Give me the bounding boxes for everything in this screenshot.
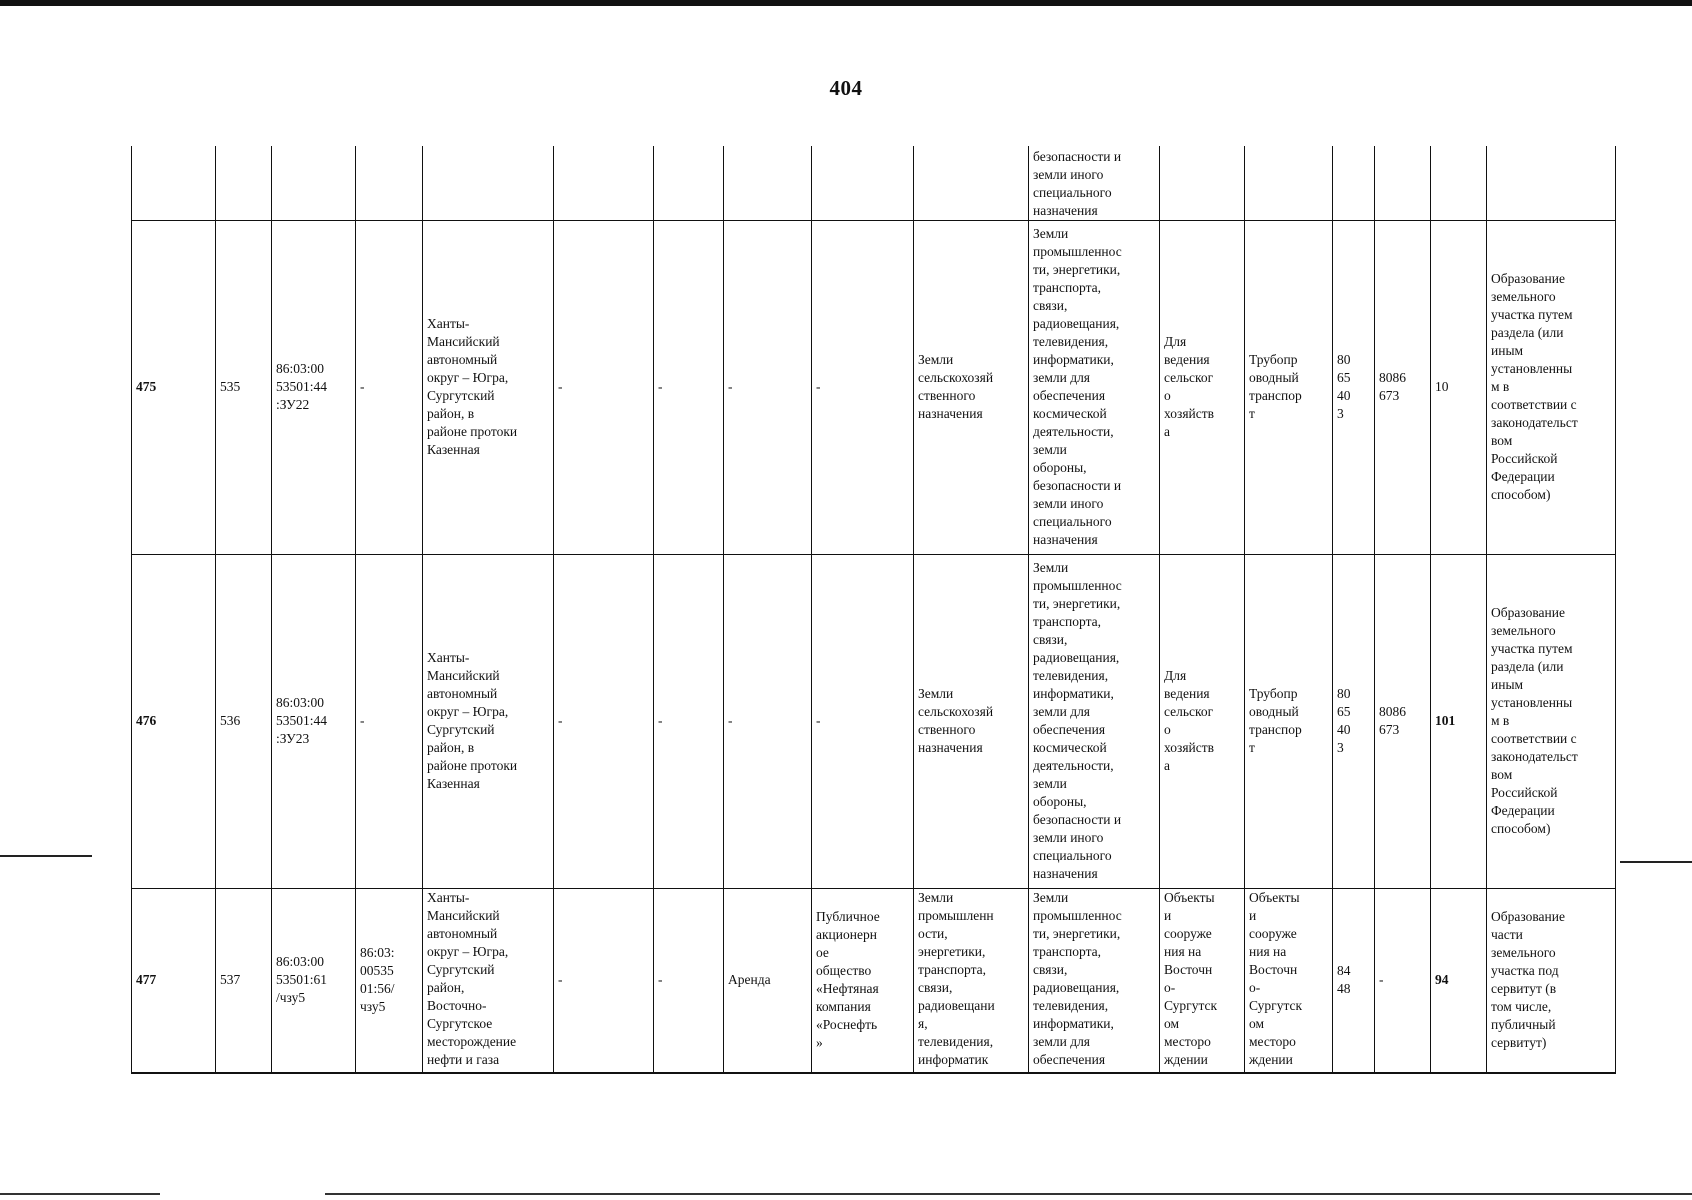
- cell-col6: [554, 146, 654, 220]
- cell-use-before: Для ведения сельског о хозяйств а: [1160, 220, 1245, 554]
- cell-category-before: Земли сельскохозяй ственного назначения: [914, 220, 1029, 554]
- cell-right-type: -: [724, 554, 812, 888]
- cell-method: Образование земельного участка путем раздела (или иным установленны м в соответствии с законодательст вом Российской Федерации способом): [1487, 220, 1616, 554]
- cell-area2: 8086 673: [1375, 554, 1431, 888]
- cell-method: [1487, 146, 1616, 220]
- cell-category-after: Земли промышленнос ти, энергетики, транспорта, связи, радиовещания, телевидения, информатики, земли для обеспечения космической деятельности, земли обороны, безопасности и земли иного специального назначения: [1029, 554, 1160, 888]
- bottom-rule: [325, 1193, 1692, 1195]
- cell-holder: -: [812, 554, 914, 888]
- cell-category-before: [914, 146, 1029, 220]
- cell-location: Ханты- Мансийский автономный округ – Югра, Сургутский район, в районе протоки Казенная: [423, 220, 554, 554]
- cell-col6: -: [554, 220, 654, 554]
- cell-col6: -: [554, 888, 654, 1073]
- cell-use-after: [1245, 146, 1333, 220]
- top-border-rule: [0, 0, 1692, 6]
- cell-category-before: Земли сельскохозяй ственного назначения: [914, 554, 1029, 888]
- cell-area2: -: [1375, 888, 1431, 1073]
- table-row: [132, 554, 1616, 888]
- cell-method: Образование части земельного участка под сервитут (в том числе, публичный сервитут): [1487, 888, 1616, 1073]
- bottom-left-rule: [0, 1193, 160, 1195]
- cell-area2: [1375, 146, 1431, 220]
- cell-location: Ханты- Мансийский автономный округ – Югра, Сургутский район, в районе протоки Казенная: [423, 554, 554, 888]
- cell-source-parcel: -: [356, 554, 423, 888]
- table-row: [132, 220, 1616, 554]
- cell-num: 476: [132, 554, 216, 888]
- cell-code: 10: [1431, 220, 1487, 554]
- cell-category-before: Земли промышленн ости, энергетики, транспорта, связи, радиовещани я, телевидения, информатик: [914, 888, 1029, 1073]
- cell-category-after: безопасности и земли иного специального назначения: [1029, 146, 1160, 220]
- cell-source-parcel: -: [356, 220, 423, 554]
- cell-right-type: Аренда: [724, 888, 812, 1073]
- cell-source-parcel: 86:03: 00535 01:56/ чзу5: [356, 888, 423, 1073]
- cell-col7: -: [654, 888, 724, 1073]
- land-registry-table: [131, 146, 1616, 1074]
- cell-use-before: Объекты и сооруже ния на Восточн о- Сургутск ом месторо ждении: [1160, 888, 1245, 1073]
- cell-num: 477: [132, 888, 216, 1073]
- cell-area: 80 65 40 3: [1333, 554, 1375, 888]
- cell-use-before: Для ведения сельског о хозяйств а: [1160, 554, 1245, 888]
- cell-area: 84 48: [1333, 888, 1375, 1073]
- right-margin-mark: [1620, 861, 1692, 863]
- cell-area: 80 65 40 3: [1333, 220, 1375, 554]
- cell-id: 537: [216, 888, 272, 1073]
- cell-area2: 8086 673: [1375, 220, 1431, 554]
- cell-right-type: [724, 146, 812, 220]
- cell-category-after: Земли промышленнос ти, энергетики, транспорта, связи, радиовещания, телевидения, информатики, земли для обеспечения: [1029, 888, 1160, 1073]
- cell-holder: [812, 146, 914, 220]
- cell-id: [216, 146, 272, 220]
- cell-area: [1333, 146, 1375, 220]
- cell-code: [1431, 146, 1487, 220]
- table-row: [132, 888, 1616, 1073]
- cell-num: 475: [132, 220, 216, 554]
- cell-right-type: -: [724, 220, 812, 554]
- cell-cadastral: 86:03:00 53501:44 :ЗУ23: [272, 554, 356, 888]
- cell-use-after: Трубопр оводный транспор т: [1245, 554, 1333, 888]
- page-number: 404: [829, 76, 863, 100]
- cell-col6: -: [554, 554, 654, 888]
- cell-method: Образование земельного участка путем раздела (или иным установленны м в соответствии с законодательст вом Российской Федерации способом): [1487, 554, 1616, 888]
- cell-use-after: Трубопр оводный транспор т: [1245, 220, 1333, 554]
- cell-num: [132, 146, 216, 220]
- cell-code: 101: [1431, 554, 1487, 888]
- cell-id: 535: [216, 220, 272, 554]
- cell-location: Ханты- Мансийский автономный округ – Югра, Сургутский район, Восточно- Сургутское месторождение нефти и газа: [423, 888, 554, 1073]
- left-margin-mark: [0, 855, 92, 857]
- cell-location: [423, 146, 554, 220]
- cell-category-after: Земли промышленнос ти, энергетики, транспорта, связи, радиовещания, телевидения, информатики, земли для обеспечения космической деятельности, земли обороны, безопасности и земли иного специального назначения: [1029, 220, 1160, 554]
- cell-col7: [654, 146, 724, 220]
- cell-code: 94: [1431, 888, 1487, 1073]
- cell-cadastral: 86:03:00 53501:44 :ЗУ22: [272, 220, 356, 554]
- cell-id: 536: [216, 554, 272, 888]
- cell-holder: Публичное акционерн ое общество «Нефтяная компания «Роснефть »: [812, 888, 914, 1073]
- cell-holder: -: [812, 220, 914, 554]
- cell-col7: -: [654, 554, 724, 888]
- cell-use-after: Объекты и сооруже ния на Восточн о- Сургутск ом месторо ждении: [1245, 888, 1333, 1073]
- table-row-continuation: [132, 146, 1616, 220]
- cell-col7: -: [654, 220, 724, 554]
- cell-cadastral: 86:03:00 53501:61 /чзу5: [272, 888, 356, 1073]
- cell-source-parcel: [356, 146, 423, 220]
- cell-cadastral: [272, 146, 356, 220]
- cell-use-before: [1160, 146, 1245, 220]
